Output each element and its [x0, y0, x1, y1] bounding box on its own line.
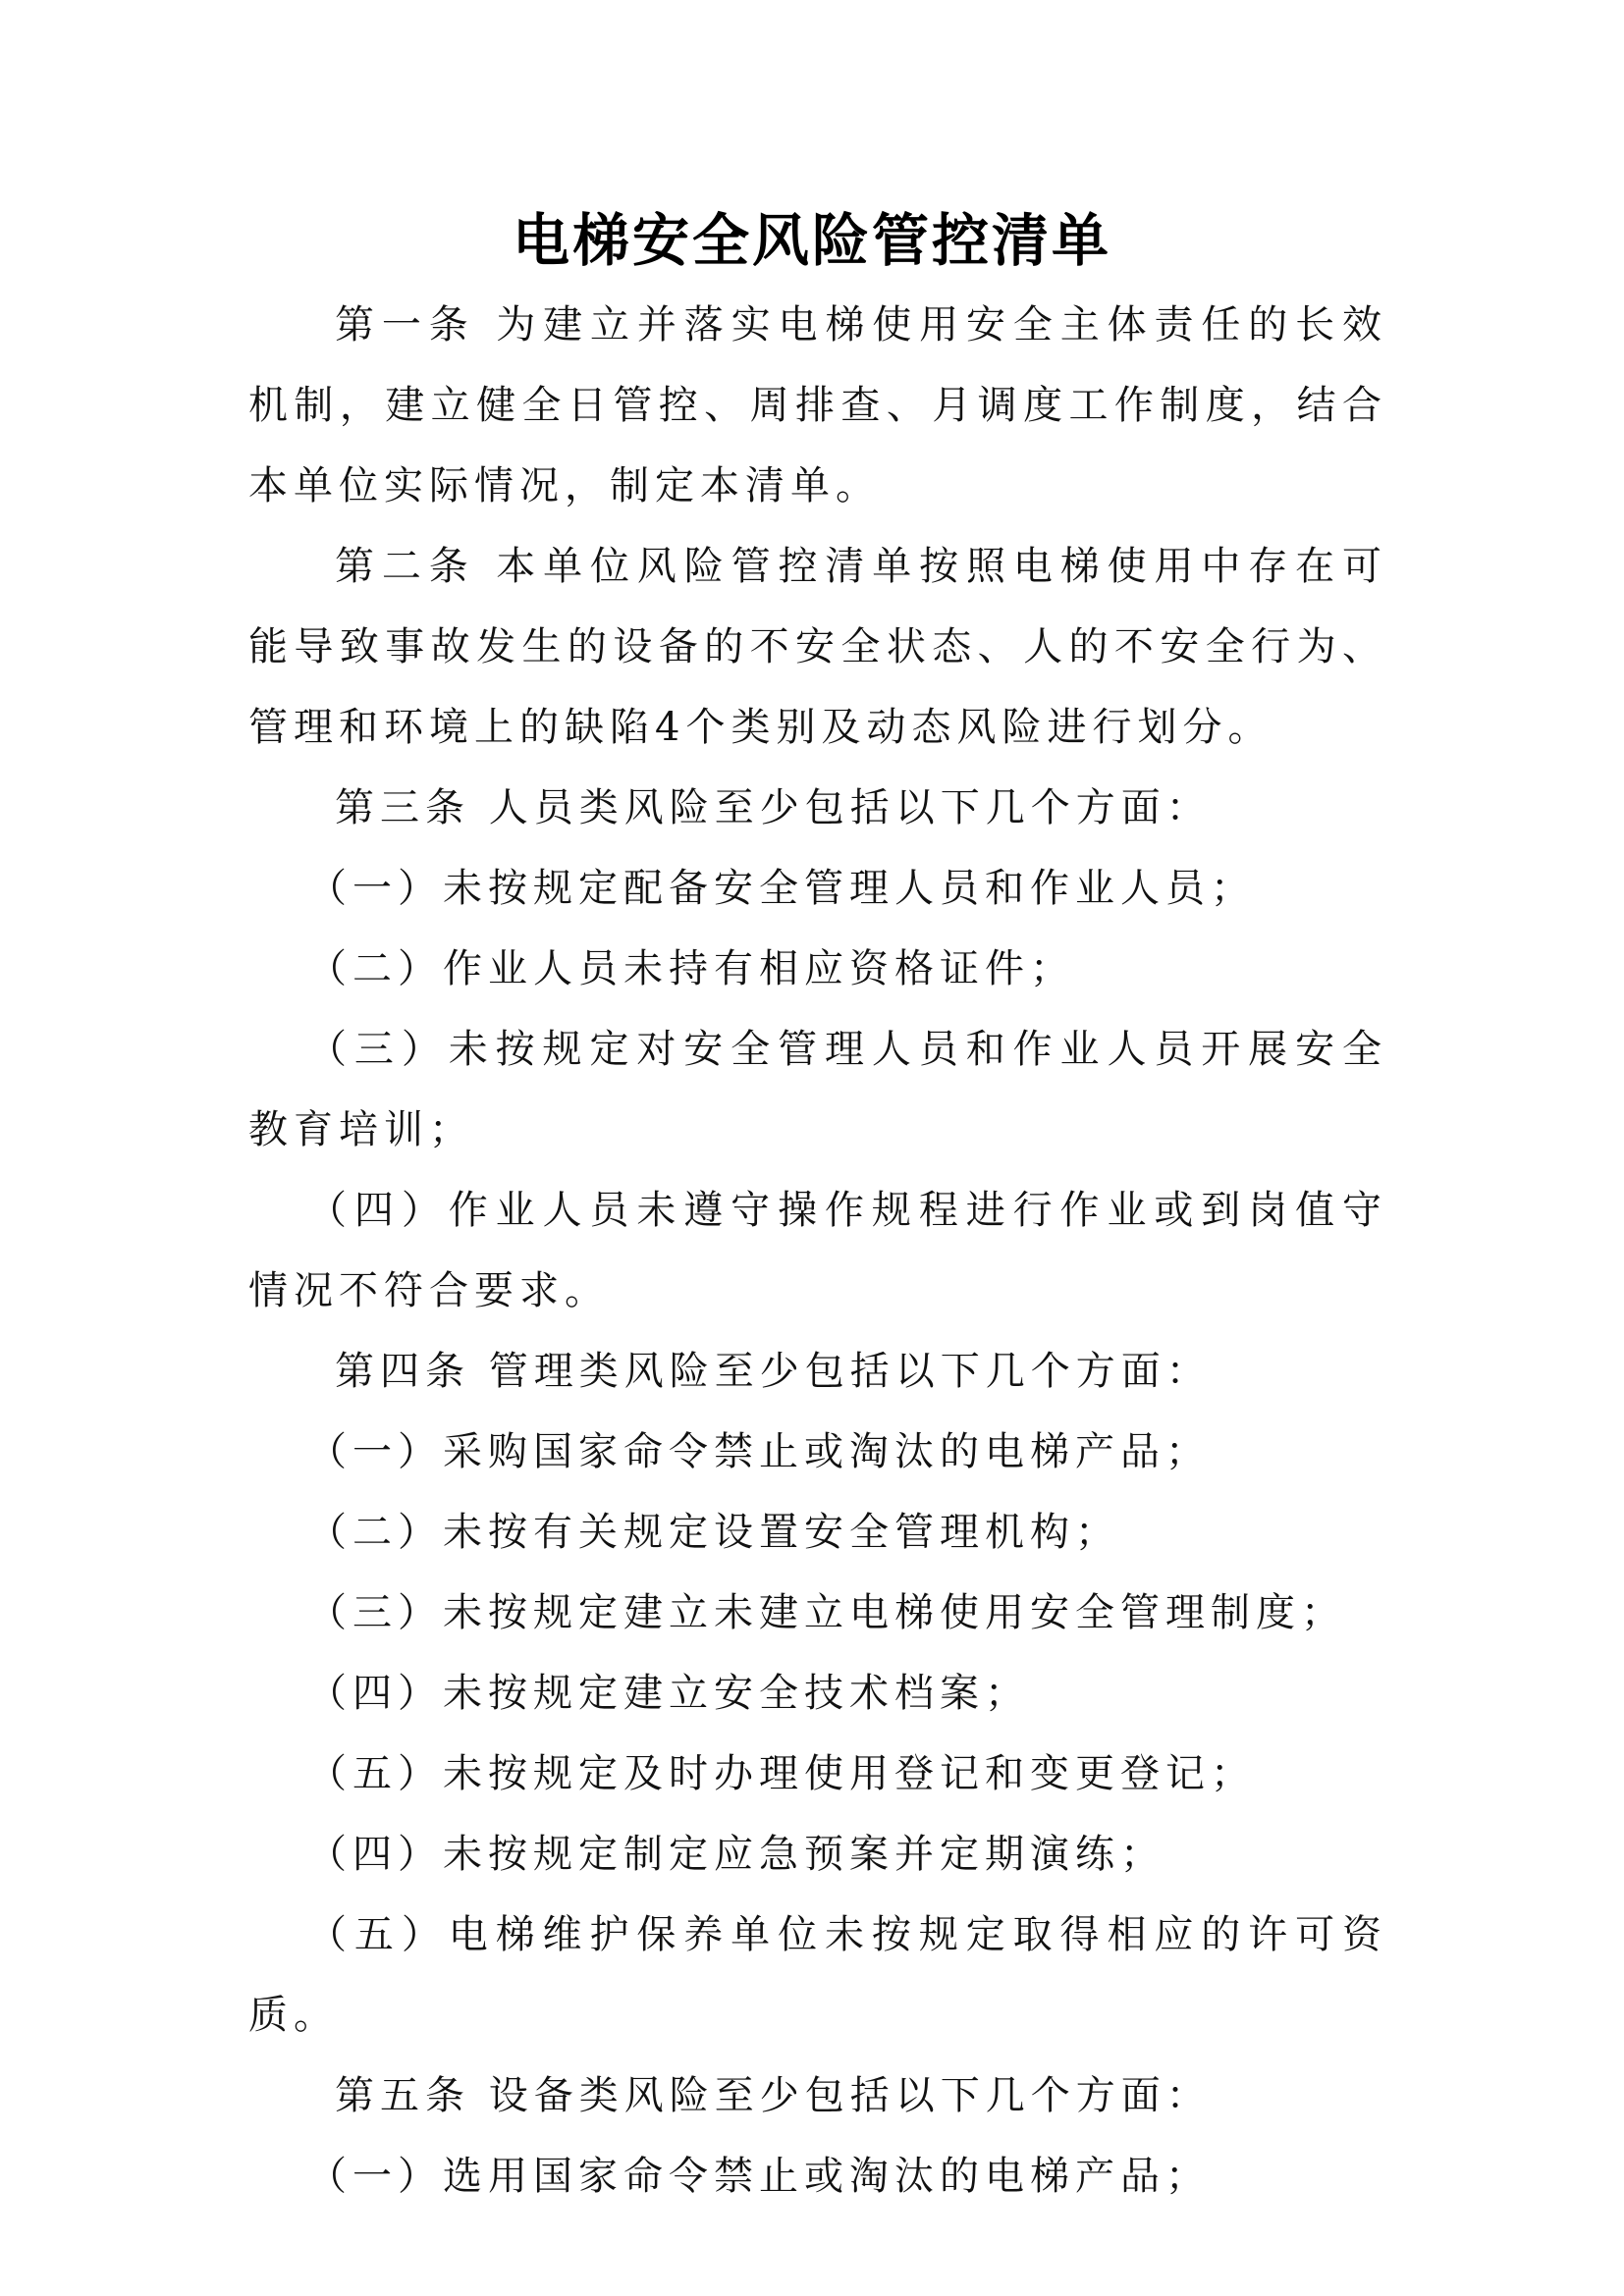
article-4-item-2: （二）未按有关规定设置安全管理机构；	[307, 1510, 1120, 1555]
document-title: 电梯安全风险管控清单	[512, 207, 1111, 274]
article-2-paragraph: 第二条 本单位风险管控清单按照电梯使用中存在可能导致事故发生的设备的不安全状态、人的不安全行为、管理和环境上的缺陷4个类别及动态风险进行划分。	[248, 544, 1387, 750]
article-3-item-3: （三）未按规定对安全管理人员和作业人员开展安全教育培训；	[248, 1027, 1387, 1152]
article-4-item-1: （一）采购国家命令禁止或淘汰的电梯产品；	[307, 1429, 1211, 1474]
article-4-item-4: （四）未按规定建立安全技术档案；	[307, 1671, 1030, 1716]
article-3-item-2: （二）作业人员未持有相应资格证件；	[307, 946, 1075, 991]
article-3-item-1: （一）未按规定配备安全管理人员和作业人员；	[307, 866, 1256, 911]
article-1-paragraph: 第一条 为建立并落实电梯使用安全主体责任的长效机制，建立健全日管控、周排查、月调度工作制度，结合本单位实际情况，制定本清单。	[248, 302, 1387, 508]
article-4-item-3: （三）未按规定建立未建立电梯使用安全管理制度；	[307, 1590, 1346, 1635]
document-body	[248, 285, 1387, 2216]
article-4-item-5: （五）未按规定及时办理使用登记和变更登记；	[307, 1751, 1256, 1796]
article-4-item-6: （四）未按规定制定应急预案并定期演练；	[307, 1832, 1165, 1877]
article-4-heading: 第四条 管理类风险至少包括以下几个方面：	[335, 1349, 1212, 1394]
article-4-item-7: （五）电梯维护保养单位未按规定取得相应的许可资质。	[248, 1912, 1387, 2038]
article-3-item-4: （四）作业人员未遵守操作规程进行作业或到岗值守情况不符合要求。	[248, 1188, 1387, 1313]
article-5-item-1: （一）选用国家命令禁止或淘汰的电梯产品；	[307, 2154, 1211, 2199]
article-3-heading: 第三条 人员类风险至少包括以下几个方面：	[335, 785, 1212, 830]
article-5-heading: 第五条 设备类风险至少包括以下几个方面：	[335, 2073, 1212, 2118]
